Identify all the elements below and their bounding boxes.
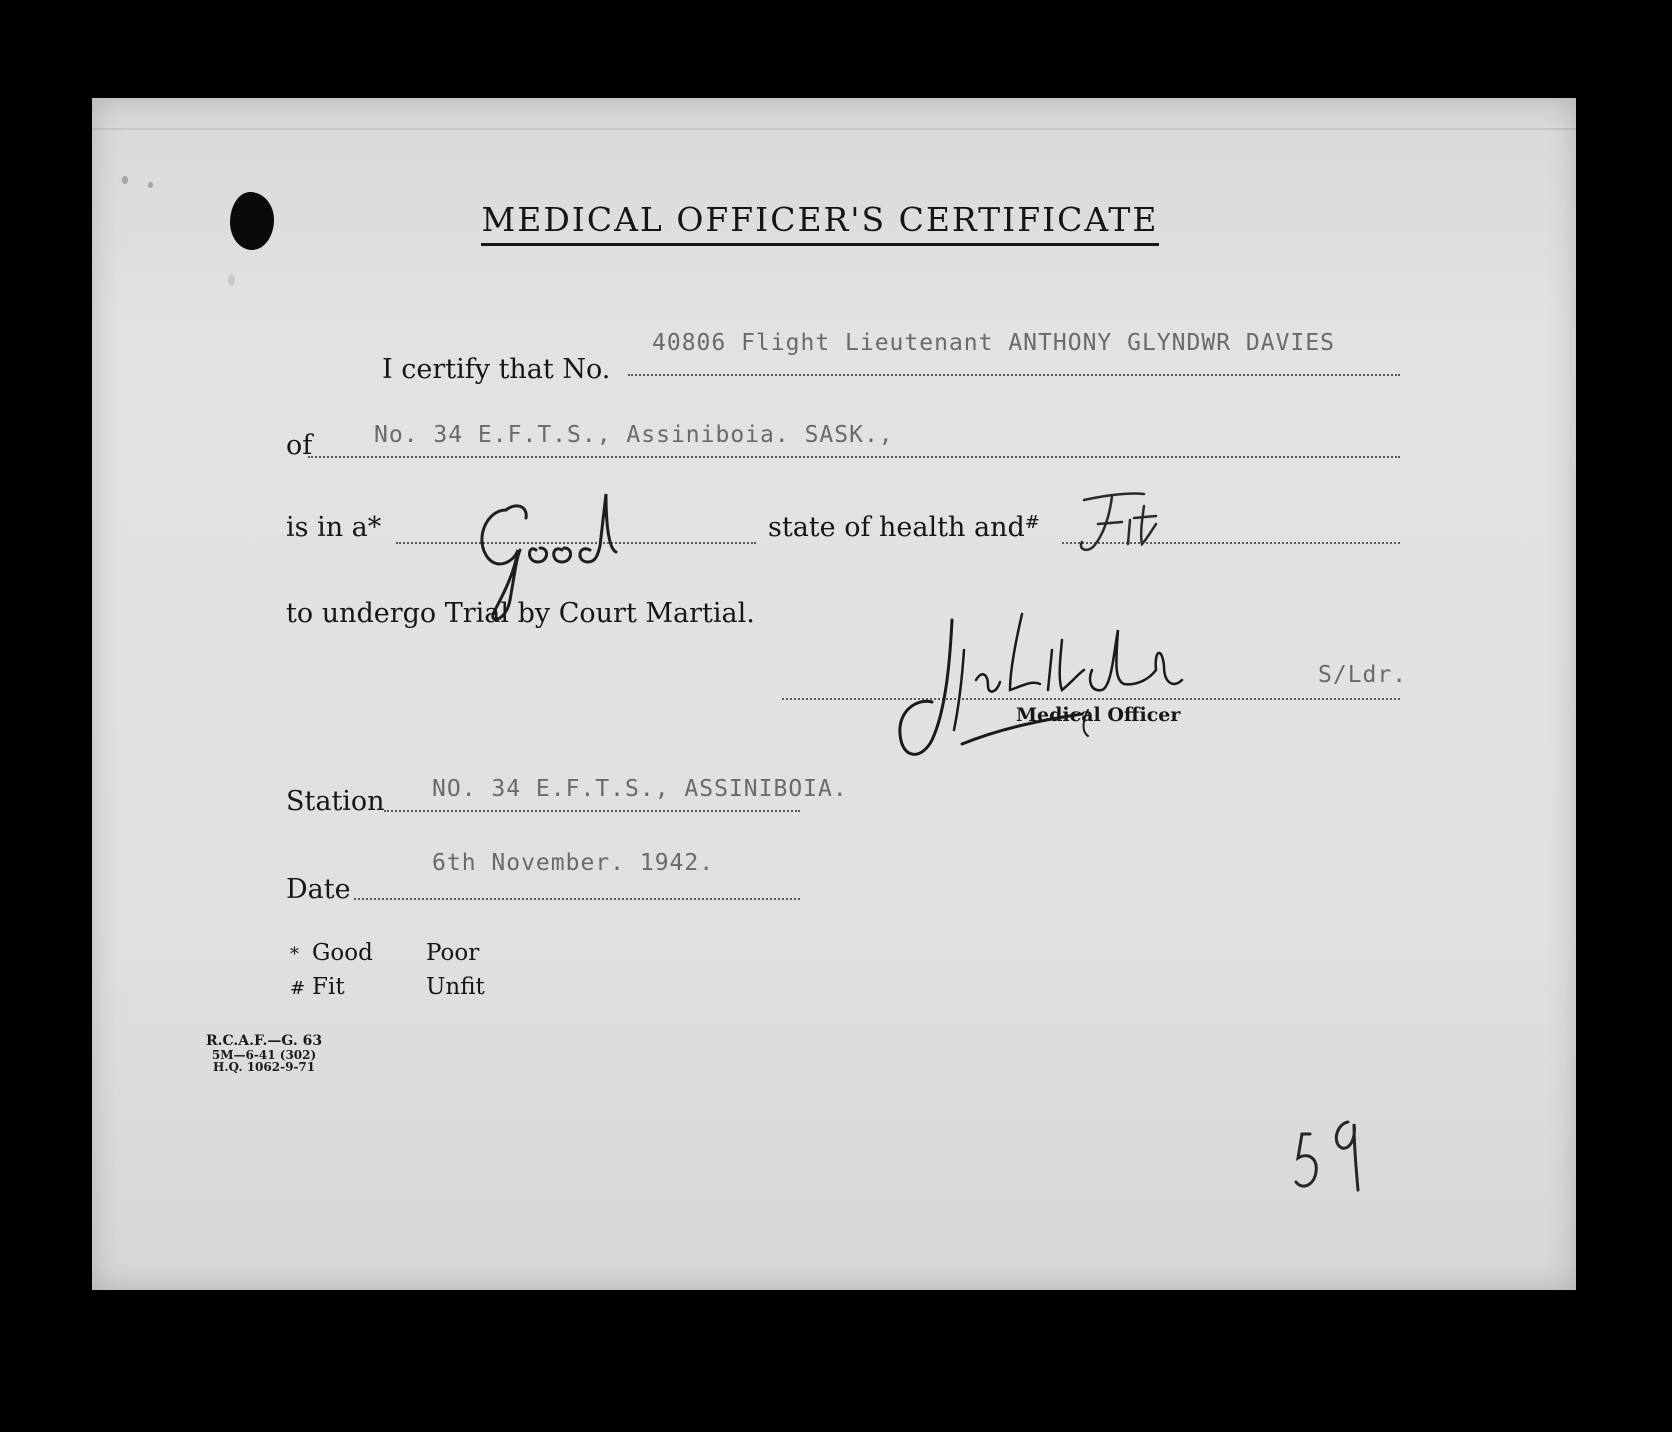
handwritten-fit	[1072, 490, 1192, 570]
paper-edge-line	[92, 128, 1576, 130]
smudge-mark	[148, 182, 153, 188]
smudge-mark	[122, 176, 128, 184]
is-in-a-label: is in a*	[286, 512, 382, 543]
station-value: NO. 34 E.F.T.S., ASSINIBOIA.	[432, 776, 848, 802]
certificate-paper	[92, 98, 1576, 1290]
trial-text: to undergo Trial by Court Martial.	[286, 598, 755, 629]
form-code-line2: 5M—6-41 (302)	[211, 1047, 317, 1062]
of-label: of	[286, 430, 313, 461]
state-of-health-label: state of health and#	[768, 512, 1040, 543]
legend-row-health	[290, 940, 479, 966]
smudge-mark	[228, 274, 235, 286]
medical-officer-label: Medical Officer	[1016, 704, 1181, 726]
of-value: No. 34 E.F.T.S., Assiniboia. SASK.,	[374, 422, 894, 448]
asterisk-mark: *	[290, 944, 299, 965]
station-dotted-line	[384, 810, 800, 812]
station-label: Station	[286, 786, 385, 817]
legend-row-fitness	[290, 974, 485, 1000]
certify-label: I certify that No.	[382, 354, 611, 385]
certify-value: 40806 Flight Lieutenant ANTHONY GLYNDWR DAVIES	[652, 330, 1335, 356]
rank-value: S/Ldr.	[1318, 662, 1408, 688]
form-code-line3: H.Q. 1062-9-71	[212, 1060, 316, 1075]
medical-officer-signature	[892, 610, 1192, 780]
date-value: 6th November. 1942.	[432, 850, 715, 876]
date-label: Date	[286, 874, 351, 905]
legend-poor: Poor	[426, 940, 480, 966]
date-dotted-line	[354, 898, 800, 900]
form-code-line1: R.C.A.F.—G. 63	[206, 1033, 323, 1049]
certify-dotted-line	[628, 374, 1400, 376]
of-dotted-line	[308, 456, 1400, 458]
hash-mark: #	[290, 978, 306, 999]
certificate-title: MEDICAL OFFICER'S CERTIFICATE	[92, 200, 1576, 246]
legend-unfit: Unfit	[426, 974, 485, 1000]
handwritten-page-number	[1288, 1114, 1378, 1204]
legend-fit: Fit	[312, 974, 345, 1000]
legend-good: Good	[312, 940, 373, 966]
form-code	[206, 1034, 322, 1074]
